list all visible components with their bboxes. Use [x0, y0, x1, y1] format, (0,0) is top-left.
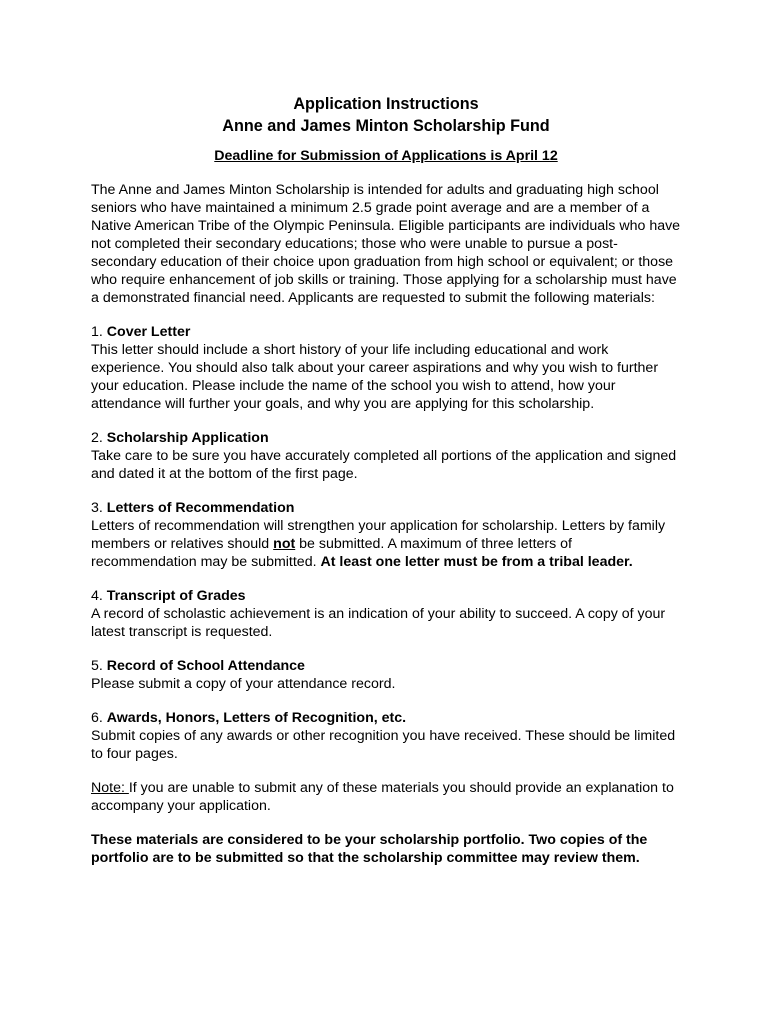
item-body: A record of scholastic achievement is an indication of your ability to succeed. A copy of your latest transcript is requested.: [91, 606, 666, 640]
item-transcript-of-grades: [91, 587, 681, 641]
deadline-notice: Deadline for Submission of Applications is April 12: [214, 148, 558, 164]
item-record-of-school-attendance: [91, 657, 681, 693]
item-title: Scholarship Application: [106, 430, 269, 446]
item-heading: [91, 587, 681, 605]
item-letters-of-recommendation: [91, 499, 681, 571]
note-label: Note:: [91, 780, 129, 796]
item-body: Take care to be sure you have accurately completed all portions of the application and signed and dated it at the bottom of the first page.: [91, 448, 677, 482]
item-title: Transcript of Grades: [106, 588, 246, 604]
item-number: 5.: [91, 658, 107, 674]
item-body: This letter should include a short history of your life including educational and work experience. You should also talk about your career aspirations and why you wish to further your education. Please include the name of the school you wish to attend, how your attendance will further your goals, and why you are applying for this scholarship.: [91, 342, 659, 412]
item-heading: [91, 657, 681, 675]
item-number: 1.: [91, 324, 107, 340]
item-number: 2.: [91, 430, 107, 446]
item-number: 3.: [91, 500, 107, 516]
title-line-1: Application Instructions: [293, 95, 479, 113]
item-body-bold: At least one letter must be from a tribal leader.: [320, 554, 633, 570]
item-body-text: Letters of recommendation will strengthen your application for scholarship. Letters by family members or relatives should: [91, 518, 666, 552]
item-scholarship-application: [91, 429, 681, 483]
document-title: [91, 93, 681, 137]
item-heading: [91, 499, 681, 517]
item-title: Record of School Attendance: [106, 658, 305, 674]
item-heading: [91, 709, 681, 727]
item-number: 4.: [91, 588, 107, 604]
item-title: Awards, Honors, Letters of Recognition, etc.: [106, 710, 407, 726]
item-body: Please submit a copy of your attendance record.: [91, 676, 396, 692]
item-awards-honors: [91, 709, 681, 763]
title-line-2: Anne and James Minton Scholarship Fund: [222, 117, 550, 135]
closing-paragraph: These materials are considered to be your scholarship portfolio. Two copies of the portfolio are to be submitted so that the scholarship committee may review them.: [91, 832, 648, 866]
item-title: Letters of Recommendation: [106, 500, 295, 516]
item-body-emphasis: not: [273, 536, 296, 552]
document-page: [91, 93, 681, 867]
item-number: 6.: [91, 710, 107, 726]
intro-paragraph: The Anne and James Minton Scholarship is intended for adults and graduating high school seniors who have maintained a minimum 2.5 grade point average and are a member of a Native American Tribe of the Olympic Peninsula. Eligible participants are individuals who have not completed their secondary educations; those who were unable to pursue a post-secondary education of their choice upon graduation from high school or equivalent; or those who require enhancement of job skills or training. Those applying for a scholarship must have a demonstrated financial need. Applicants are requested to submit the following materials:: [91, 182, 681, 306]
note-text: If you are unable to submit any of these materials you should provide an explanation to accompany your application.: [91, 780, 674, 814]
item-title: Cover Letter: [106, 324, 191, 340]
item-heading: [91, 323, 681, 341]
item-body: [91, 517, 681, 571]
note-paragraph: [91, 779, 681, 815]
item-body: Submit copies of any awards or other recognition you have received. These should be limited to four pages.: [91, 728, 676, 762]
item-heading: [91, 429, 681, 447]
item-cover-letter: [91, 323, 681, 413]
item-body-text: be submitted. A maximum of three letters of recommendation may be submitted.: [91, 536, 572, 570]
